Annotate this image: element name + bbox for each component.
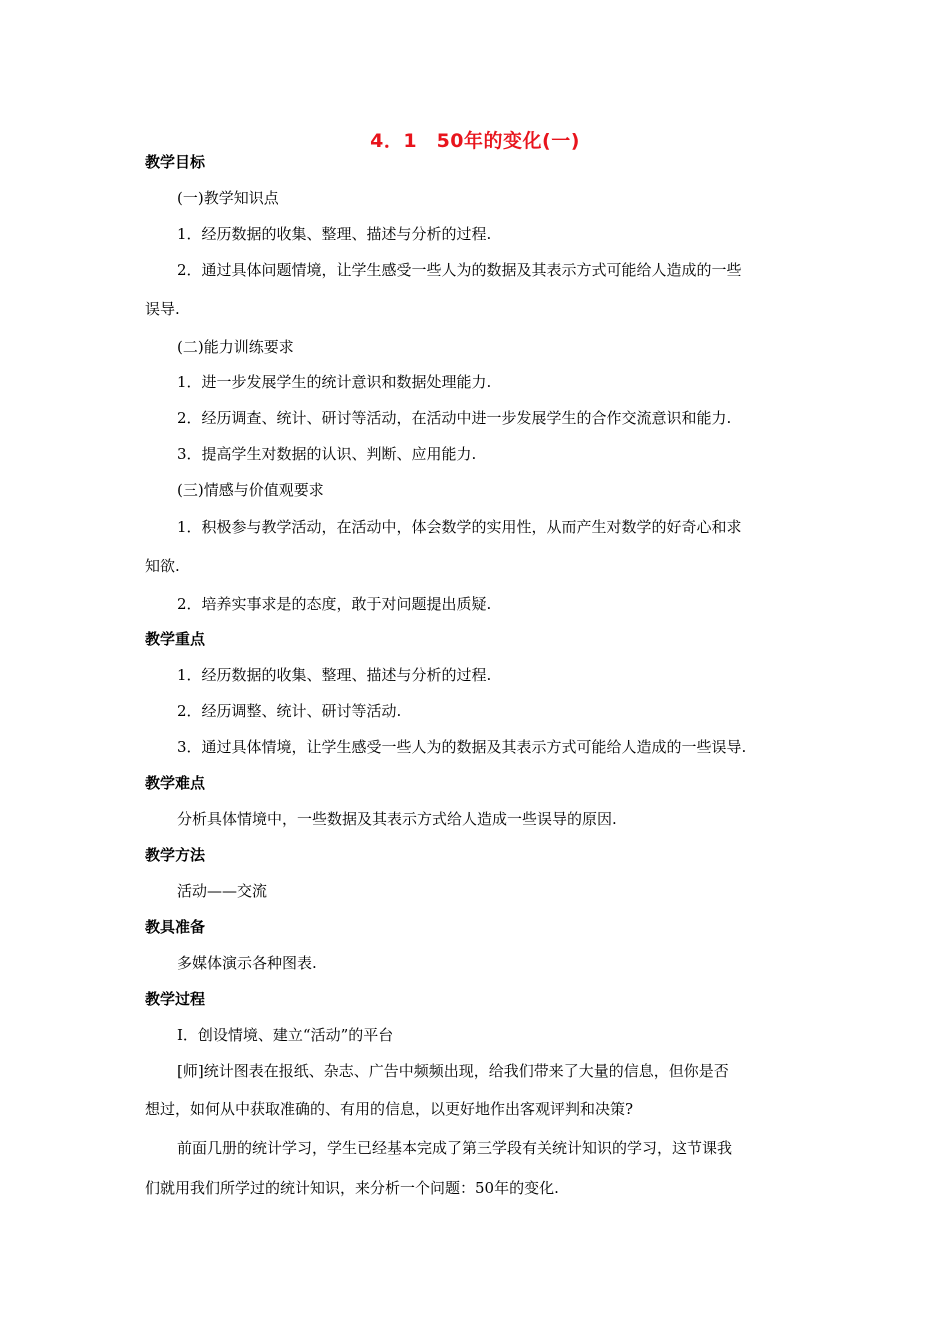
paragraph-line: 1．经历数据的收集、整理、描述与分析的过程. bbox=[177, 666, 492, 684]
paragraph-line: 想过，如何从中获取准确的、有用的信息，以更好地作出客观评判和决策? bbox=[145, 1100, 634, 1118]
paragraph-line: 1．经历数据的收集、整理、描述与分析的过程. bbox=[177, 225, 492, 243]
subheading-ability: (二)能力训练要求 bbox=[177, 338, 294, 356]
subheading-knowledge: (一)教学知识点 bbox=[177, 189, 279, 207]
paragraph-line: 分析具体情境中，一些数据及其表示方式给人造成一些误导的原因. bbox=[177, 810, 617, 828]
paragraph-line: 误导. bbox=[145, 300, 180, 318]
paragraph-line: 知欲. bbox=[145, 557, 180, 575]
paragraph-line: 2．经历调整、统计、研讨等活动. bbox=[177, 702, 402, 720]
paragraph-line: 3．提高学生对数据的认识、判断、应用能力. bbox=[177, 445, 477, 463]
paragraph-line: 3．通过具体情境，让学生感受一些人为的数据及其表示方式可能给人造成的一些误导. bbox=[177, 738, 747, 756]
section-heading-objectives: 教学目标 bbox=[145, 153, 206, 171]
paragraph-line: 们就用我们所学过的统计知识，来分析一个问题：50年的变化. bbox=[145, 1179, 559, 1197]
paragraph-line: 1．积极参与教学活动，在活动中，体会数学的实用性，从而产生对数学的好奇心和求 bbox=[177, 518, 742, 536]
paragraph-line: 2．培养实事求是的态度，敢于对问题提出质疑. bbox=[177, 595, 492, 613]
paragraph-line: [师]统计图表在报纸、杂志、广告中频频出现，给我们带来了大量的信息，但你是否 bbox=[177, 1062, 729, 1080]
paragraph-line: 1．进一步发展学生的统计意识和数据处理能力. bbox=[177, 373, 492, 391]
subheading-emotion: (三)情感与价值观要求 bbox=[177, 481, 324, 499]
section-heading-difficulties: 教学难点 bbox=[145, 774, 206, 792]
document-title: 4．1 50年的变化(一) bbox=[370, 130, 580, 152]
section-heading-key-points: 教学重点 bbox=[145, 630, 206, 648]
paragraph-line: 2．经历调查、统计、研讨等活动，在活动中进一步发展学生的合作交流意识和能力. bbox=[177, 409, 732, 427]
paragraph-line: 前面几册的统计学习，学生已经基本完成了第三学段有关统计知识的学习，这节课我 bbox=[177, 1139, 733, 1157]
section-heading-methods: 教学方法 bbox=[145, 846, 206, 864]
paragraph-line: 活动——交流 bbox=[177, 882, 268, 900]
section-heading-process: 教学过程 bbox=[145, 990, 206, 1008]
paragraph-line: 多媒体演示各种图表. bbox=[177, 954, 317, 972]
section-heading-materials: 教具准备 bbox=[145, 918, 206, 936]
paragraph-line: 2．通过具体问题情境，让学生感受一些人为的数据及其表示方式可能给人造成的一些 bbox=[177, 261, 742, 279]
paragraph-line: Ⅰ．创设情境、建立“活动”的平台 bbox=[177, 1026, 394, 1044]
